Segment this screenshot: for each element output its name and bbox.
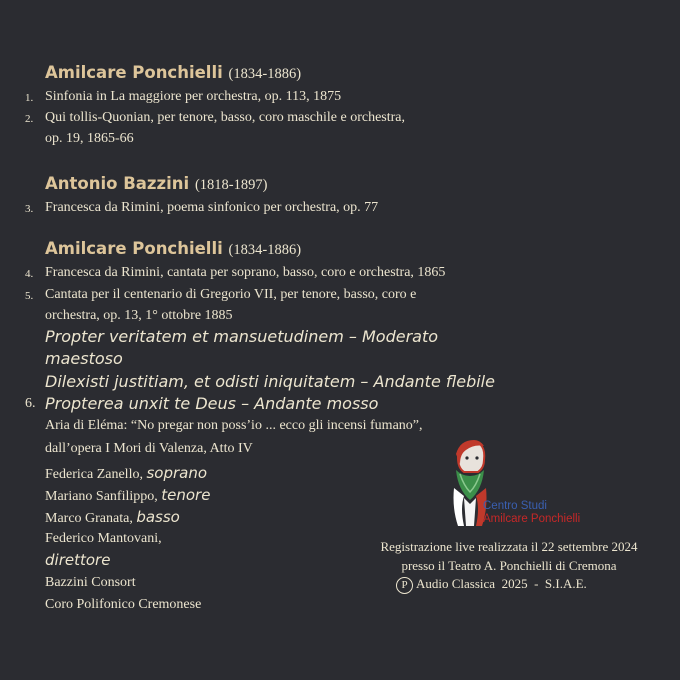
composer-name: Amilcare Ponchielli xyxy=(45,63,223,82)
composer-dates: (1834-1886) xyxy=(228,242,302,258)
composer-dates: (1818-1897) xyxy=(194,177,268,193)
performer-name: Mariano Sanfilippo, xyxy=(45,489,162,504)
composer-heading-3 xyxy=(45,239,301,259)
logo-line-2: Amilcare Ponchielli xyxy=(483,513,581,525)
performer-role: soprano xyxy=(146,464,208,482)
movement-title: Propter veritatem et mansuetudinem – Moderato xyxy=(45,327,439,346)
performer-name: Marco Granata, xyxy=(45,511,137,526)
movement-title: Dilexisti justitiam, et odisti iniquitatem – Andante flebile xyxy=(45,372,495,391)
track-title: Francesca da Rimini, poema sinfonico per orchestra, op. 77 xyxy=(45,200,379,215)
performer xyxy=(45,486,210,505)
ensemble-name: Bazzini Consort xyxy=(45,575,136,590)
track-number: 2. xyxy=(25,113,34,125)
aria-title-cont: dall’opera I Mori di Valenza, Atto IV xyxy=(45,441,253,456)
track-title: Sinfonia in La maggiore per orchestra, op. 113, 1875 xyxy=(45,89,342,104)
copyright-text: Audio Classica 2025 - S.I.A.E. xyxy=(416,576,587,591)
track-title-cont: orchestra, op. 13, 1° ottobre 1885 xyxy=(45,308,233,323)
composer-heading-2 xyxy=(45,174,267,194)
recording-credit: Registrazione live realizzata il 22 settembre 2024 xyxy=(380,539,638,554)
track-title-cont: op. 19, 1865-66 xyxy=(45,131,134,146)
centro-studi-logo xyxy=(450,438,580,530)
track-title: Qui tollis-Quonian, per tenore, basso, coro maschile e orchestra, xyxy=(45,110,406,125)
performer xyxy=(45,508,180,527)
composer-dates: (1834-1886) xyxy=(228,66,302,82)
logo-line-1: Centro Studi xyxy=(483,500,547,512)
track-number: 1. xyxy=(25,92,34,104)
ensemble-name: Coro Polifonico Cremonese xyxy=(45,597,202,612)
track-number: 3. xyxy=(25,203,34,215)
copyright-line xyxy=(396,576,587,594)
track-number: 6. xyxy=(25,396,36,411)
phonogram-icon: P xyxy=(396,577,413,594)
track-number: 4. xyxy=(25,268,34,280)
track-number: 5. xyxy=(25,290,34,302)
track-title: Cantata per il centenario di Gregorio VII, per tenore, basso, coro e xyxy=(45,287,417,302)
performer-name: Federica Zanello, xyxy=(45,467,147,482)
performer-name: Federico Mantovani, xyxy=(45,531,162,546)
movement-title: Propterea unxit te Deus – Andante mosso xyxy=(45,394,379,413)
movement-title-cont: maestoso xyxy=(45,349,123,368)
venue-credit: presso il Teatro A. Ponchielli di Cremona xyxy=(401,558,617,573)
composer-heading-1 xyxy=(45,63,301,83)
performer-role: direttore xyxy=(45,551,111,569)
composer-name: Amilcare Ponchielli xyxy=(45,239,223,258)
performer-role: basso xyxy=(136,508,180,526)
composer-name: Antonio Bazzini xyxy=(45,174,190,193)
track-title: Francesca da Rimini, cantata per soprano, basso, coro e orchestra, 1865 xyxy=(45,265,446,280)
aria-title: Aria di Eléma: “No pregar non poss’io ... ecco gli incensi fumano”, xyxy=(45,418,423,433)
performer xyxy=(45,464,207,483)
performer-role: tenore xyxy=(161,486,211,504)
